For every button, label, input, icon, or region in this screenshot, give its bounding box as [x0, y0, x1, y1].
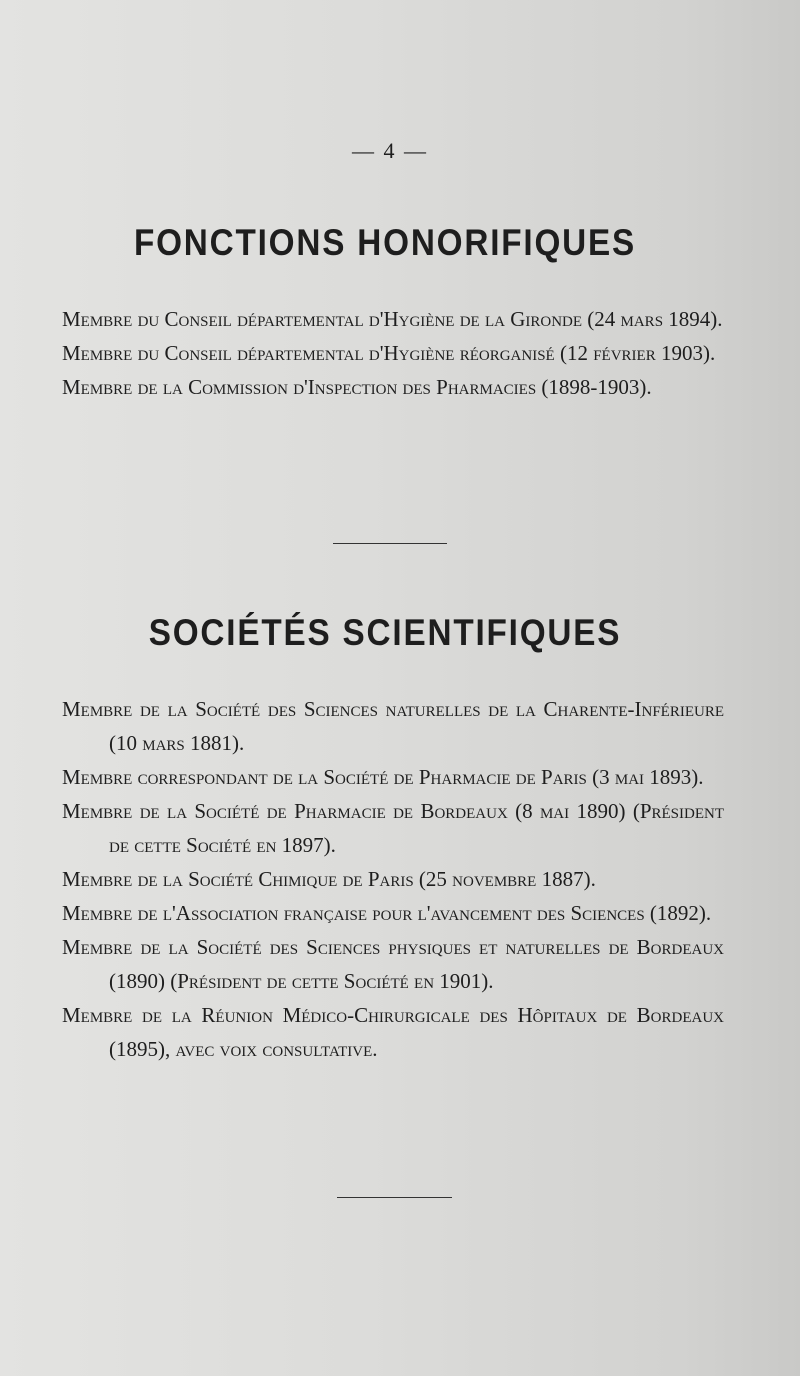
page-number: — 4 — — [352, 138, 428, 163]
section-divider — [333, 543, 447, 544]
scientific-entries — [62, 692, 724, 1066]
list-item: Membre de la Société Chimique de Paris (25 novembre 1887). — [62, 867, 596, 891]
honorary-entries — [62, 302, 724, 404]
list-item: Membre du Conseil départemental d'Hygiène réorganisé (12 février 1903). — [62, 341, 716, 365]
section-title-honorary: FONCTIONS HONORIFIQUES — [133, 222, 637, 263]
list-item: Membre de l'Association française pour l'avancement des Sciences (1892). — [62, 901, 712, 925]
list-item: Membre de la Commission d'Inspection des Pharmacies (1898-1903). — [62, 375, 652, 399]
end-divider — [337, 1197, 452, 1198]
list-item: Membre de la Société des Sciences naturelles de la Charente-Inférieure (10 mars 1881). — [62, 697, 724, 755]
list-item: Membre correspondant de la Société de Pharmacie de Paris (3 mai 1893). — [62, 765, 704, 789]
list-item: Membre de la Société de Pharmacie de Bordeaux (8 mai 1890) (Président de cette Société en 1897). — [62, 799, 724, 857]
list-item: Membre de la Société des Sciences physiques et naturelles de Bordeaux (1890) (Président de cette Société en 1901). — [62, 935, 724, 993]
section-title-scientific: SOCIÉTÉS SCIENTIFIQUES — [148, 612, 622, 653]
list-item: Membre du Conseil départemental d'Hygiène de la Gironde (24 mars 1894). — [62, 307, 723, 331]
list-item: Membre de la Réunion Médico-Chirurgicale des Hôpitaux de Bordeaux (1895), avec voix consultative. — [62, 1003, 724, 1061]
